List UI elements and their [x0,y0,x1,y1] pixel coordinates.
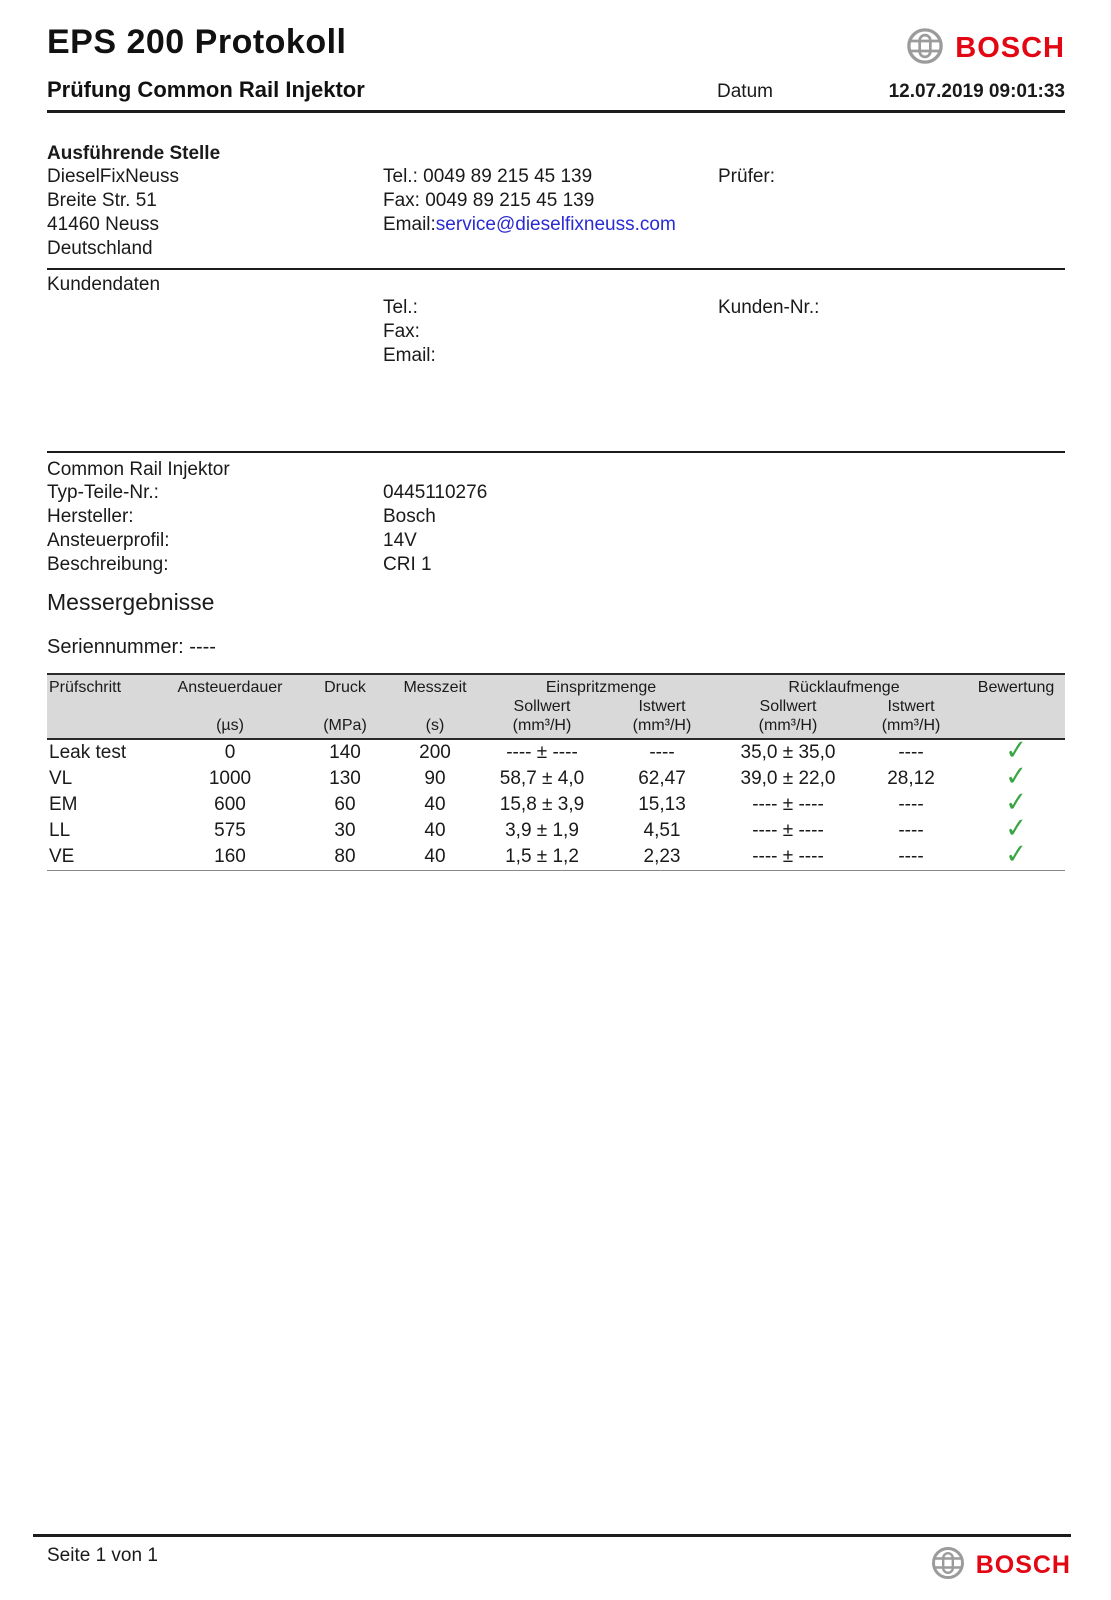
unit-einspritz-istwert: (mm³/H) [603,716,721,739]
cell-einspritz-sollwert: 58,7 ± 4,0 [499,768,585,789]
cell-einspritz-istwert: ---- [649,742,675,763]
provider-examiner [718,165,1065,261]
unit-rucklauf-sollwert: (mm³/H) [721,716,855,739]
page-footer [33,1534,1071,1586]
injector-value: CRI 1 [383,554,432,575]
serial-value: ---- [189,636,216,658]
provider-city: 41460 Neuss [47,214,159,235]
provider-tel-line: Tel.: 0049 89 215 45 139 [383,166,593,187]
cell-rucklauf-istwert: ---- [898,794,924,815]
cell-rucklauf-sollwert: ---- ± ---- [721,844,855,871]
pass-check-icon: ✓ [1003,760,1029,792]
provider-fax-line: Fax: 0049 89 215 45 139 [383,190,595,211]
col-prufschritt: Prüfschritt [47,674,159,697]
cell-rucklauf-istwert: ---- [855,844,967,871]
unit-messzeit: (s) [389,716,481,739]
injector-label: Hersteller: [47,506,134,527]
bosch-armature-icon [905,26,945,71]
customer-section [47,274,1065,444]
date-block [717,81,1065,103]
cell-prufschritt: LL [49,820,71,841]
customer-email-label: Email: [383,345,436,366]
cell-rucklauf-istwert: 28,12 [887,768,935,789]
pass-check-icon: ✓ [1003,838,1029,870]
customer-section-title: Kundendaten [47,274,161,295]
results-table [47,673,1065,871]
cell-prufschritt: VL [49,768,73,789]
cell-rucklauf-sollwert: ---- ± ---- [752,820,824,841]
cell-druck: 140 [329,742,361,763]
table-row [47,766,1065,792]
provider-address [47,165,383,261]
injector-value: 0445110276 [383,482,488,503]
customer-no-label: Kunden-Nr.: [718,297,820,318]
bosch-logo [905,26,1065,71]
provider-tel-value: 0049 89 215 45 139 [423,166,593,187]
cell-prufschritt: EM [49,794,78,815]
injector-value: Bosch [383,506,436,527]
date-value: 12.07.2019 09:01:33 [888,81,1065,102]
cell-ansteuerdauer: 160 [159,844,301,871]
results-table-header [47,674,1065,739]
customer-tel-label: Tel.: [383,297,418,318]
provider-email-link[interactable]: service@dieselfixneuss.com [435,214,676,235]
table-row [47,792,1065,818]
col-einspritz-sollwert: Sollwert [513,698,571,715]
table-row [47,739,1065,766]
provider-email-line: Email:service@dieselfixneuss.com [383,214,676,235]
page-title: EPS 200 Protokoll [47,23,347,61]
serial-number-line [47,636,1065,659]
unit-einspritz-sollwert: (mm³/H) [481,716,603,739]
provider-divider [47,268,1065,270]
serial-label: Seriennummer: [47,636,184,658]
page-number: Seite 1 von 1 [47,1545,158,1566]
cell-rucklauf-istwert: ---- [898,820,924,841]
cell-ansteuerdauer: 0 [224,742,236,763]
cell-einspritz-sollwert: ---- ± ---- [506,742,578,763]
provider-country: Deutschland [47,238,153,259]
cell-prufschritt: VE [47,844,159,871]
bosch-wordmark: BOSCH [975,1551,1071,1579]
customer-divider [47,451,1065,453]
provider-fax-value: 0049 89 215 45 139 [425,190,595,211]
injector-row [47,529,1065,553]
col-rucklauf-sollwert: Sollwert [759,698,817,715]
col-ansteuerdauer: Ansteuerdauer [159,674,301,697]
customer-contact [383,296,718,368]
bosch-wordmark: BOSCH [955,32,1065,64]
report-subtitle: Prüfung Common Rail Injektor [47,77,365,102]
injector-label: Beschreibung: [47,554,169,575]
date-label: Datum [717,81,773,102]
cell-einspritz-sollwert: 1,5 ± 1,2 [481,844,603,871]
cell-einspritz-sollwert: 15,8 ± 3,9 [499,794,585,815]
cell-druck: 30 [334,820,356,841]
provider-contact [383,165,718,261]
cell-druck: 80 [301,844,389,871]
unit-rucklauf-istwert: (mm³/H) [855,716,967,739]
injector-row [47,505,1065,529]
cell-ansteuerdauer: 600 [214,794,246,815]
cell-druck: 130 [329,768,361,789]
cell-ansteuerdauer: 575 [214,820,246,841]
cell-messzeit: 40 [424,820,446,841]
cell-prufschritt: Leak test [49,742,127,763]
col-druck: Druck [301,674,389,697]
bosch-armature-icon [930,1545,966,1586]
cell-rucklauf-sollwert: 35,0 ± 35,0 [740,742,836,763]
results-section-title: Messergebnisse [47,589,215,615]
col-group-einspritzmenge: Einspritzmenge [481,674,721,697]
pass-check-icon: ✓ [1003,786,1029,818]
injector-section-title: Common Rail Injektor [47,459,230,480]
injector-label: Typ-Teile-Nr.: [47,482,159,503]
cell-messzeit: 40 [424,794,446,815]
col-messzeit: Messzeit [389,674,481,697]
injector-value: 14V [383,530,417,551]
injector-row [47,553,1065,577]
customer-fax-label: Fax: [383,321,420,342]
unit-ansteuerdauer: (µs) [159,716,301,739]
cell-rucklauf-istwert: ---- [898,742,924,763]
subtitle-row [47,77,1065,103]
col-group-rucklaufmenge: Rücklaufmenge [721,674,967,697]
col-bewertung: Bewertung [967,674,1065,697]
provider-name: DieselFixNeuss [47,166,179,187]
col-rucklauf-istwert: Istwert [887,698,935,715]
cell-messzeit: 90 [424,768,446,789]
cell-einspritz-sollwert: 3,9 ± 1,9 [505,820,579,841]
provider-section-title: Ausführende Stelle [47,143,221,164]
cell-messzeit: 40 [389,844,481,871]
injector-section [47,459,1065,577]
provider-section [47,143,1065,261]
provider-street: Breite Str. 51 [47,190,157,211]
pass-check-icon: ✓ [1003,812,1029,844]
cell-druck: 60 [334,794,356,815]
cell-rucklauf-sollwert: ---- ± ---- [752,794,824,815]
cell-einspritz-istwert: 2,23 [603,844,721,871]
cell-einspritz-istwert: 4,51 [643,820,681,841]
injector-label: Ansteuerprofil: [47,530,170,551]
bosch-logo-footer [930,1545,1071,1586]
table-row [47,844,1065,871]
pass-check-icon: ✓ [1003,734,1029,766]
header [47,20,1065,71]
customer-number [718,296,1065,368]
unit-druck: (MPa) [301,716,389,739]
cell-rucklauf-sollwert: 39,0 ± 22,0 [740,768,836,789]
cell-einspritz-istwert: 62,47 [638,768,686,789]
examiner-label: Prüfer: [718,166,776,187]
cell-ansteuerdauer: 1000 [208,768,252,789]
header-divider [47,110,1065,113]
cell-einspritz-istwert: 15,13 [638,794,686,815]
cell-messzeit: 200 [419,742,451,763]
table-row [47,818,1065,844]
col-einspritz-istwert: Istwert [638,698,686,715]
injector-row [47,481,1065,505]
